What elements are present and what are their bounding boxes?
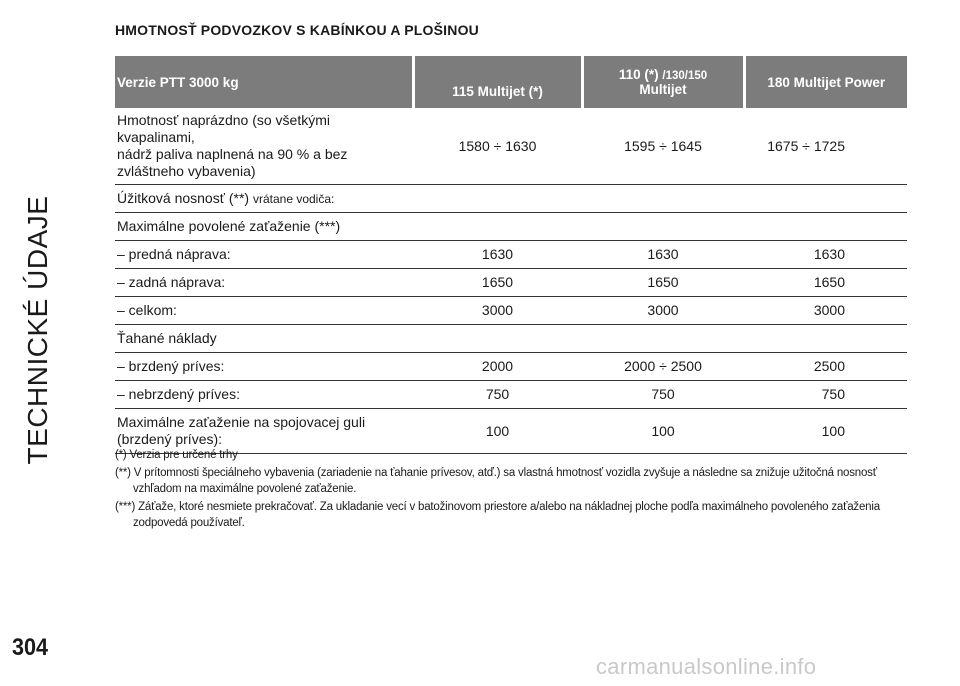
row-value: 750 [413,381,582,409]
row-value [744,325,907,353]
row-label: Maximálne zaťaženie na spojovacej guli (brzdený príves): [115,409,413,454]
row-value: 750 [744,381,907,409]
row-label: Ťahané náklady [115,325,413,353]
row-value: 750 [582,381,744,409]
table-row [115,381,907,409]
row-value: 3000 [582,297,744,325]
header-115-multijet [413,56,582,108]
row-label: Hmotnosť naprázdno (so všetkými kvapalinami, nádrž paliva naplnená na 90 % a bez zvláštneho vybavenia) [115,108,413,185]
row-value: 100 [744,409,907,454]
table-row [115,185,907,213]
row-label: – predná náprava: [115,241,413,269]
table-row [115,213,907,241]
weights-table [115,56,907,454]
row-value [582,185,744,213]
row-value [413,185,582,213]
header-multijet-label: Multijet [639,82,687,97]
row-value: 1595 ÷ 1645 [582,108,744,185]
row-label: – celkom: [115,297,413,325]
row-value: 1650 [582,269,744,297]
header-180-multijet-power: 180 Multijet Power [744,56,907,108]
row-value: 1630 [413,241,582,269]
row-value: 2000 [413,353,582,381]
row-value [744,185,907,213]
row-label: Úžitková nosnosť (**) vrátane vodiča: [115,185,413,213]
page-heading: HMOTNOSŤ PODVOZKOV S KABÍNKOU A PLOŠINOU [115,22,479,38]
row-value: 1580 ÷ 1630 [413,108,582,185]
table-row [115,325,907,353]
row-value: 3000 [744,297,907,325]
row-value [413,213,582,241]
row-value: 1630 [582,241,744,269]
footnote: (***) Záťaže, ktoré nesmiete prekračovať. Za ukladanie vecí v batožinovom priestore a/alebo na nákladnej ploche podľa maximálneho povoleného zaťaženia zodpovedá používateľ. [115,501,880,529]
table-row [115,241,907,269]
footnote: (**) V prítomnosti špeciálneho vybavenia (zariadenie na ťahanie prívesov, atď.) sa vlastná hmotnosť vozidla zvyšuje a následne sa znižuje užitočná nosnosť vzhľadom na maximálne povolené zaťaženie. [115,467,877,495]
row-value [413,325,582,353]
table-header-row [115,56,907,108]
header-110-130-150-multijet [582,56,744,108]
row-label: – nebrzdený príves: [115,381,413,409]
row-value: 1650 [744,269,907,297]
row-value: 1630 [744,241,907,269]
table-row [115,353,907,381]
row-value [582,325,744,353]
page-number: 304 [12,634,49,661]
header-110-label: 110 (*) [618,67,663,82]
row-value: 100 [413,409,582,454]
table-row [115,269,907,297]
row-value: 2000 ÷ 2500 [582,353,744,381]
row-value [582,213,744,241]
row-value: 2500 [744,353,907,381]
row-label: Maximálne povolené zaťaženie (***) [115,213,413,241]
row-label: – brzdený príves: [115,353,413,381]
row-value: 1650 [413,269,582,297]
header-version: Verzie PTT 3000 kg [115,56,413,108]
footnote: (*) Verzia pre určené trhy [115,449,238,461]
section-side-title: TECHNICKÉ ÚDAJE [22,195,53,465]
watermark: carmanualsonline.info [596,654,817,679]
row-value: 1675 ÷ 1725 [744,108,907,185]
footnotes [115,447,915,533]
row-label: – zadná náprava: [115,269,413,297]
header-115-label: 115 Multijet (*) [452,83,543,99]
row-value: 100 [582,409,744,454]
table-row [115,108,907,185]
row-value [744,213,907,241]
table-row [115,297,907,325]
row-value: 3000 [413,297,582,325]
header-130-150-label: /130/150 [662,70,708,82]
